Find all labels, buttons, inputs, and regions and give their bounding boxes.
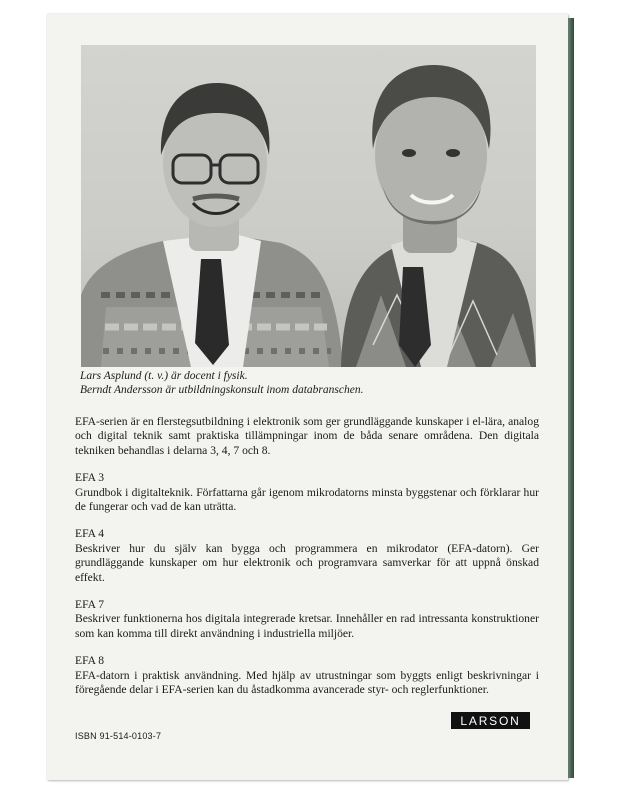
volume-title: EFA 3 <box>75 471 105 485</box>
volume-efa-8 <box>75 654 539 697</box>
volume-efa-3 <box>75 471 539 514</box>
caption-line-1: Lars Asplund (t. v.) är docent i fysik. <box>80 370 248 382</box>
back-cover <box>47 14 568 780</box>
volume-efa-7 <box>75 598 539 641</box>
publisher-logo: LARSON <box>451 712 530 729</box>
volume-description: EFA-datorn i praktisk användning. Med hjälp av utrustningar som byggts enligt beskrivningar i föregående delar i EFA-serien kan du åstadkomma avancerade styr- och reglerfunktioner. <box>75 668 539 697</box>
volume-title: EFA 4 <box>75 527 105 541</box>
volume-efa-4 <box>75 527 539 585</box>
intro-paragraph: EFA-serien är en flerstegsutbildning i elektronik som ger grundläggande kunskaper i el-lära, analog och digital teknik samt praktiska tillämpningar inom de båda senare områdena. Den digitala tekniken behandlas i delarna 3, 4, 7 och 8. <box>75 415 539 457</box>
photo-caption <box>80 369 550 397</box>
volume-title: EFA 8 <box>75 654 105 668</box>
volume-title: EFA 7 <box>75 598 105 612</box>
author-photo <box>81 45 536 367</box>
isbn-number: ISBN 91-514-0103-7 <box>75 731 162 741</box>
description-text <box>75 415 539 711</box>
volume-description: Beskriver funktionerna hos digitala integrerade kretsar. Innehåller en rad intressanta konstruktioner som kan komma till direkt användning i industriella miljöer. <box>75 612 539 640</box>
volume-description: Beskriver hur du själv kan bygga och programmera en mikrodator (EFA-datorn). Ger grundläggande kunskaper om hur elektronik och programvara samverkar för att uppnå önskad effekt. <box>75 541 539 584</box>
caption-line-2: Berndt Andersson är utbildningskonsult inom databranschen. <box>80 384 364 396</box>
volume-description: Grundbok i digitalteknik. Författarna går igenom mikrodatorns minsta byggstenar och förklarar hur de fungerar och vad de kan uträtta. <box>75 485 539 514</box>
